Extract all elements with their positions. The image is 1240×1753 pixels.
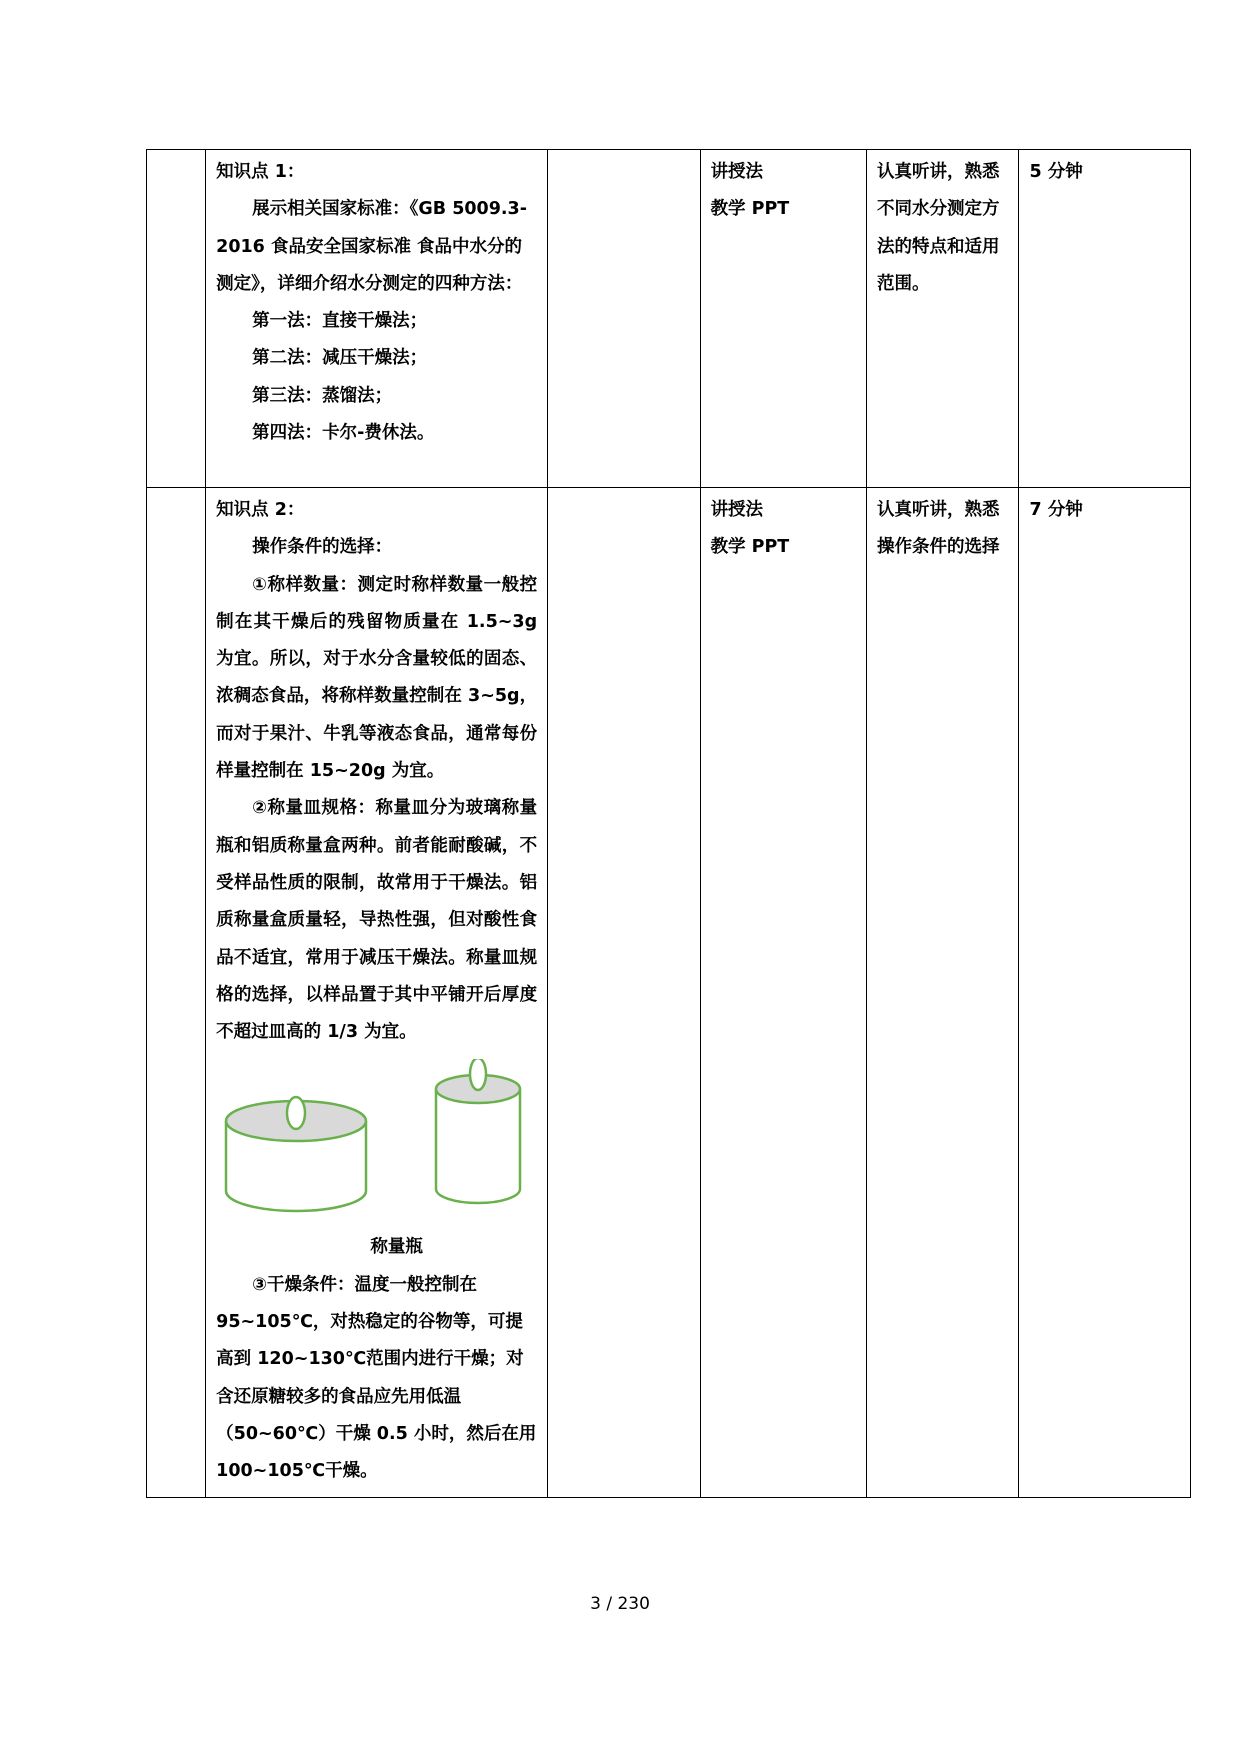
- page-number: 3 / 230: [590, 1594, 650, 1614]
- time-allocation: 5 分钟: [1029, 162, 1083, 182]
- content-paragraph: ②称量皿规格：称量皿分为玻璃称量瓶和铝质称量盒两种。前者能耐酸碱，不受样品性质的限制，故常用于干燥法。铝质称量盒质量轻，导热性强，但对酸性食品不适宜，常用于减压干燥法。称量皿规格的选择，以样品置于其中平铺开后厚度不超过皿高的 1/3 为宜。: [216, 798, 538, 1043]
- tall-weighing-bottle: [436, 1059, 520, 1203]
- knowledge-point-title: 知识点 1：: [216, 162, 305, 182]
- table-row: [147, 150, 1191, 488]
- knowledge-point-title: 知识点 2：: [216, 500, 305, 520]
- content-paragraph: 第二法：减压干燥法；: [252, 348, 428, 369]
- method-cell: [700, 150, 866, 488]
- content-cell: [206, 150, 548, 488]
- content-paragraph: 展示相关国家标准：《GB 5009.3-2016 食品安全国家标准 食品中水分的测定》，详细介绍水分测定的四种方法：: [216, 199, 527, 294]
- time-cell: [1019, 488, 1191, 1498]
- method-cell: [700, 488, 866, 1498]
- time-cell: [1019, 150, 1191, 488]
- content-paragraph: 第一法：直接干燥法；: [252, 311, 428, 332]
- teaching-method: 讲授法: [710, 500, 764, 520]
- content-paragraph: ③干燥条件：温度一般控制在 95~105℃，对热稳定的谷物等，可提高到 120~130℃范围内进行干燥；对含还原糖较多的食品应先用低温（50~60℃）干燥 0.5 小时，然后在用 100~105℃干燥。: [216, 1274, 537, 1482]
- weighing-bottle-illustration: [216, 1059, 526, 1229]
- teaching-method: 讲授法: [710, 162, 764, 182]
- blank-cell: [548, 150, 700, 488]
- student-activity-cell: [867, 488, 1019, 1498]
- student-activity: 认真听讲，熟悉不同水分测定方法的特点和适用范围。: [877, 162, 1000, 294]
- wide-weighing-bottle: [226, 1097, 366, 1211]
- student-activity: 认真听讲，熟悉操作条件的选择: [877, 500, 1000, 558]
- blank-cell: [147, 150, 206, 488]
- teaching-tool: 教学 PPT: [710, 199, 790, 220]
- content-paragraph: 第三法：蒸馏法；: [252, 385, 393, 406]
- content-cell: [206, 488, 548, 1498]
- blank-cell: [548, 488, 700, 1498]
- content-paragraph: ①称样数量：测定时称样数量一般控制在其干燥后的残留物质量在 1.5~3g 为宜。所以，对于水分含量较低的固态、浓稠态食品，将称样数量控制在 3~5g，而对于果汁、牛乳等液态食品，通常每份样量控制在 15~20g 为宜。: [216, 574, 538, 782]
- blank-cell: [147, 488, 206, 1498]
- content-paragraph: 第四法：卡尔-费休法。: [252, 423, 435, 444]
- weighing-bottle-figure: [216, 1059, 537, 1229]
- content-paragraph: 操作条件的选择：: [252, 537, 393, 558]
- figure-caption: 称量瓶: [370, 1237, 423, 1258]
- teaching-tool: 教学 PPT: [710, 537, 790, 558]
- time-allocation: 7 分钟: [1029, 500, 1083, 520]
- lesson-plan-table: [146, 149, 1191, 1498]
- student-activity-cell: [867, 150, 1019, 488]
- table-row: [147, 488, 1191, 1498]
